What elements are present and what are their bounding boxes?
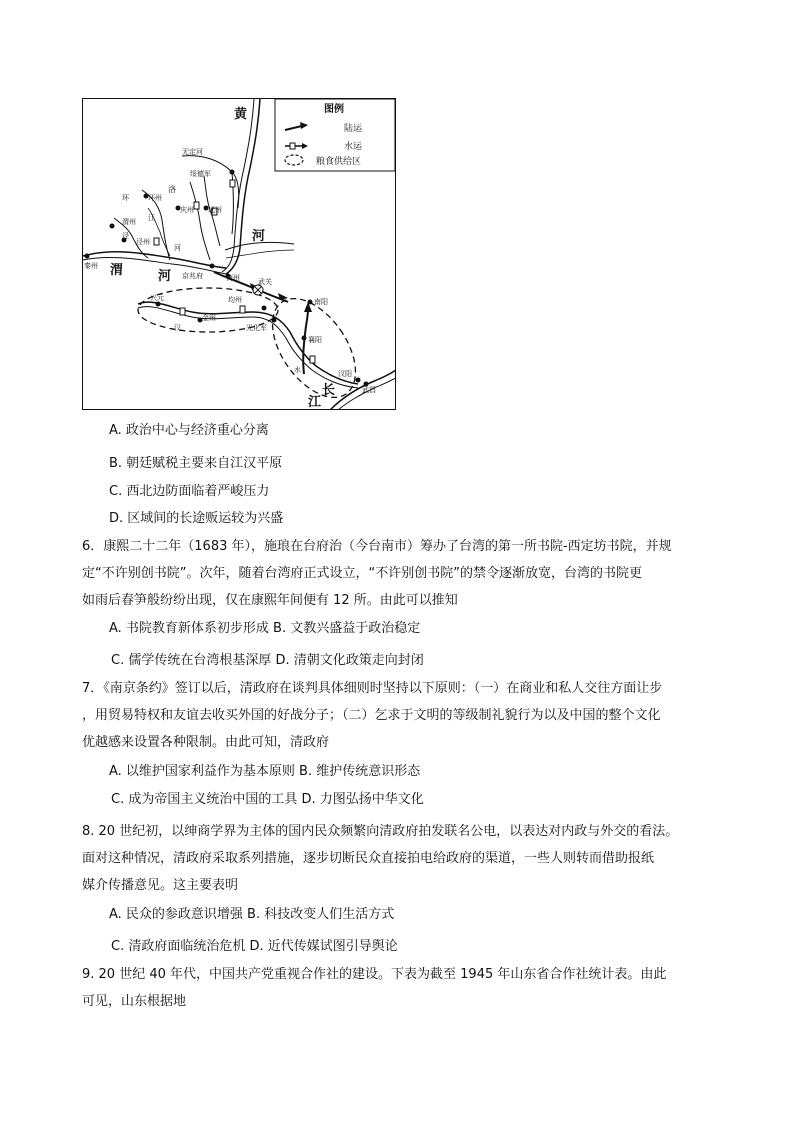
q8-options-cd: C. 清政府面临统治危机 D. 近代传媒试图引导舆论: [111, 939, 398, 954]
label-luo: 洛: [168, 185, 176, 194]
label-jinzhou: 金州: [202, 314, 216, 322]
label-luo-he: 河: [174, 244, 181, 252]
q8-stem-line-1: 8. 20 世纪初，以绅商学界为主体的国内民众频繁向清政府拍发联名公电，以表达对内政与外交的看法。: [82, 824, 679, 839]
label-han: 汉: [174, 324, 181, 332]
historical-transport-map: [82, 98, 396, 410]
label-he: 河: [252, 229, 266, 244]
label-wuchang: 武昌: [362, 386, 376, 394]
q9-stem-line-2: 可见，山东根据地: [82, 994, 187, 1009]
label-weizhou: 渭州: [122, 218, 136, 226]
q6-options-ab: A. 书院教育新体系初步形成 B. 文教兴盛益于政治稳定: [109, 621, 421, 636]
label-huan: 环: [122, 194, 129, 202]
label-jingzhou: 泾州: [136, 238, 150, 246]
q8-stem-line-3: 媒介传播意见。这主要表明: [82, 878, 239, 893]
q6-stem-line-3: 如雨后春笋般纷纷出现，仅在康熙年间便有 12 所。由此可以推知: [82, 593, 458, 608]
label-qinzhou: 秦州: [84, 262, 98, 270]
legend-water-transport: 水运: [344, 142, 363, 152]
legend-land-transport: 陆运: [344, 124, 363, 134]
label-qingzhou: 庆州: [180, 206, 194, 214]
label-huanzhou: 环州: [148, 194, 162, 202]
q5-option-d: D. 区域间的长途贩运较为兴盛: [109, 511, 284, 526]
q7-stem-line-3: 优越感来设置各种限制。由此可知，清政府: [82, 735, 330, 750]
label-nanyang: 南阳: [314, 298, 328, 306]
label-shui: 水: [294, 366, 301, 374]
label-yanzhou: 延州: [208, 206, 222, 214]
q5-option-a: A. 政治中心与经济重心分离: [109, 423, 269, 438]
label-shangzhou: 商州: [226, 274, 240, 282]
label-junzhou: 均州: [228, 296, 242, 304]
label-wei: 渭: [110, 263, 124, 278]
label-xiangyang: 襄阳: [308, 336, 322, 344]
label-jiang-river: 江: [148, 214, 155, 222]
label-jiang: 江: [308, 395, 322, 410]
label-jing: 泾: [122, 232, 129, 240]
label-wudinghe: 无定河: [182, 148, 203, 156]
label-hanyang: 汉阳: [338, 370, 352, 378]
q6-stem-line-1: 6．康熙二十二年（1683 年），施琅在台府治（今台南市）筹办了台湾的第一所书院-西定坊书院，并规: [82, 539, 672, 554]
label-suidejun: 绥德军: [190, 170, 211, 178]
q6-stem-line-2: 定“不许别创书院”。次年，随着台湾府正式设立，“不许别创书院”的禁令逐渐放宽，台湾的书院更: [82, 566, 642, 581]
label-wuguan: 武关: [258, 278, 272, 286]
label-xingyuan: 兴元: [150, 294, 164, 302]
q6-options-cd: C. 儒学传统在台湾根基深厚 D. 清朝文化政策走向封闭: [111, 653, 424, 668]
map-legend: [275, 99, 395, 171]
label-chang: 长: [322, 383, 336, 398]
q8-stem-line-2: 面对这种情况，清政府采取系列措施，逐步切断民众直接拍电给政府的渠道，一些人则转而借助报纸: [82, 851, 655, 866]
q7-stem-line-1: 7．《南京条约》签订以后，清政府在谈判具体细则时坚持以下原则：（一）在商业和私人交往方面让步: [82, 681, 663, 696]
q7-stem-line-2: ，用贸易特权和友谊去收买外国的好战分子；（二）乞求于文明的等级制礼貌行为以及中国的整个文化: [82, 708, 661, 723]
label-guanghuajun: 光化军: [246, 324, 267, 332]
legend-grain-supply-area: 粮食供给区: [316, 157, 362, 167]
label-wei-he: 河: [158, 269, 172, 284]
q7-options-cd: C. 成为帝国主义统治中国的工具 D. 力图弘扬中华文化: [111, 792, 424, 807]
label-huang: 黄: [234, 107, 248, 122]
legend-title: 图例: [324, 104, 344, 115]
q5-option-c: C. 西北边防面临着严峻压力: [109, 484, 270, 499]
q5-option-b: B. 朝廷赋税主要来自江汉平原: [109, 456, 283, 471]
q9-stem-line-1: 9. 20 世纪 40 年代，中国共产党重视合作社的建设。下表为截至 1945 年山东省合作社统计表。由此: [82, 967, 667, 982]
q8-options-ab: A. 民众的参政意识增强 B. 科技改变人们生活方式: [109, 907, 395, 922]
label-jingzhaofu: 京兆府: [182, 272, 203, 280]
q7-options-ab: A. 以维护国家利益作为基本原则 B. 维护传统意识形态: [109, 764, 421, 779]
